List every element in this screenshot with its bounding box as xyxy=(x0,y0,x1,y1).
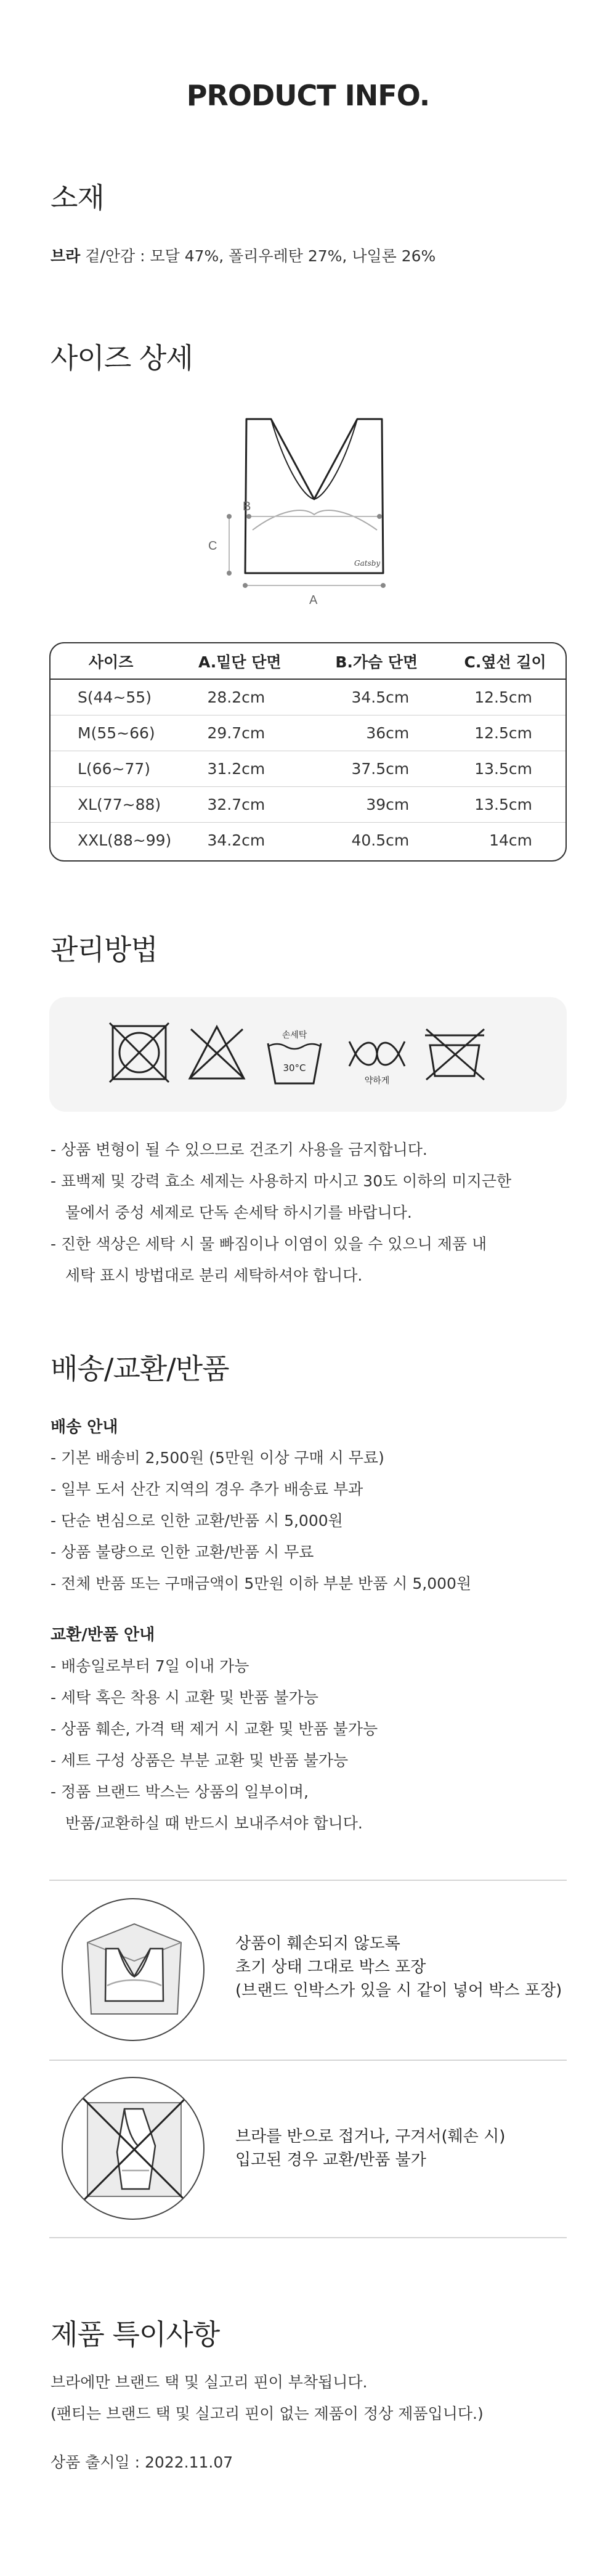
bra-outline xyxy=(245,419,383,573)
list-item: - 단순 변심으로 인한 교환/반품 시 5,000원 xyxy=(51,1512,343,1530)
list-item: - 전체 반품 또는 구매금액이 5만원 이하 부분 반품 시 5,000원 xyxy=(51,1575,472,1592)
delivery-list xyxy=(51,1442,471,1599)
list-item: - 정품 브랜드 박스는 상품의 일부이며, xyxy=(51,1783,309,1801)
packing-ok-line: (브랜드 인박스가 있을 시 같이 넣어 박스 포장) xyxy=(235,1981,562,2000)
release-date xyxy=(51,2447,233,2478)
page-title: PRODUCT INFO. xyxy=(186,79,430,112)
size-cell: 13.5cm xyxy=(445,786,565,822)
size-cell: XXL(88~99) xyxy=(78,831,172,849)
table-row xyxy=(51,786,565,822)
list-item: 반품/교환하실 때 반드시 보내주셔야 합니다. xyxy=(65,1814,363,1832)
care-note: - 표백제 및 강력 효소 세제는 사용하지 마시고 30도 이하의 미지근한 xyxy=(51,1172,512,1190)
table-row xyxy=(51,679,565,715)
care-note: - 상품 변형이 될 수 있으므로 건조기 사용을 금지합니다. xyxy=(51,1141,428,1159)
measure-b-label: B xyxy=(243,500,251,513)
care-note: 세탁 표시 방법대로 분리 세탁하셔야 합니다. xyxy=(65,1266,363,1284)
list-item: - 상품 불량으로 인한 교환/반품 시 무료 xyxy=(51,1543,314,1561)
list-item: - 배송일로부터 7일 이내 가능 xyxy=(51,1657,249,1675)
hand-wash-label: 손세탁 xyxy=(282,1030,307,1040)
size-table-header xyxy=(51,643,565,679)
material-value: 겉/안감 : 모달 47%, 폴리우레탄 27%, 나일론 26% xyxy=(85,247,436,265)
size-cell: S(44~55) xyxy=(51,679,171,715)
size-cell: XL(77~88) xyxy=(51,786,171,822)
table-row xyxy=(51,715,565,751)
size-cell: 28.2cm xyxy=(171,679,308,715)
list-item: - 기본 배송비 2,500원 (5만원 이상 구매 시 무료) xyxy=(51,1449,384,1467)
packing-ng-line: 브라를 반으로 접거나, 구겨서(훼손 시) xyxy=(235,2127,506,2146)
size-cell: 13.5cm xyxy=(445,751,565,786)
material-title: 소재 xyxy=(51,181,104,214)
size-cell: 39cm xyxy=(308,786,445,822)
packing-ok-line: 상품이 훼손되지 않도록 xyxy=(235,1934,400,1953)
table-row xyxy=(51,822,565,858)
size-cell: 37.5cm xyxy=(308,751,445,786)
size-cell: 31.2cm xyxy=(171,751,308,786)
special-line: 브라에만 브랜드 택 및 실고리 핀이 부착됩니다. xyxy=(51,2373,368,2391)
size-detail-title: 사이즈 상세 xyxy=(51,341,193,375)
size-header-c: C.옆선 길이 xyxy=(445,643,565,679)
packing-ok-image xyxy=(62,1898,205,2041)
list-item: - 일부 도서 산간 지역의 경우 추가 배송료 부과 xyxy=(51,1480,363,1498)
packing-ng-line: 입고된 경우 교환/반품 불가 xyxy=(235,2151,426,2169)
hand-wash-temp: 30°C xyxy=(283,1062,306,1074)
list-item: - 상품 훼손, 가격 택 제거 시 교환 및 반품 불가능 xyxy=(51,1720,378,1738)
size-table xyxy=(49,642,567,862)
delivery-title: 배송 안내 xyxy=(51,1418,118,1437)
packing-ng-image xyxy=(62,2077,205,2220)
list-item: - 세트 구성 상품은 부분 교환 및 반품 불가능 xyxy=(51,1751,349,1769)
size-cell: 12.5cm xyxy=(445,715,565,751)
care-symbols-box xyxy=(49,997,567,1112)
size-cell: M(55~66) xyxy=(51,715,171,751)
packing-ok-line: 초기 상태 그대로 박스 포장 xyxy=(235,1958,426,1976)
special-title: 제품 특이사항 xyxy=(51,2318,220,2351)
size-cell: L(66~77) xyxy=(51,751,171,786)
size-cell: 36cm xyxy=(308,715,445,751)
size-header-a: A.밑단 단면 xyxy=(171,643,308,679)
measure-a-label: A xyxy=(309,593,318,607)
special-line: (팬티는 브랜드 택 및 실고리 핀이 없는 제품이 정상 제품입니다.) xyxy=(51,2405,484,2423)
size-cell: 34.2cm xyxy=(207,831,265,849)
material-line xyxy=(51,240,436,272)
care-note: - 진한 색상은 세탁 시 물 빠짐이나 이염이 있을 수 있으니 제품 내 xyxy=(51,1235,487,1253)
size-cell: 12.5cm xyxy=(445,679,565,715)
size-header-b: B.가슴 단면 xyxy=(308,643,445,679)
hand-wash-icon xyxy=(268,1030,321,1083)
packing-ok-text xyxy=(235,1932,562,2002)
bra-size-diagram xyxy=(203,407,425,610)
material-label: 브라 xyxy=(51,247,81,265)
table-row xyxy=(51,751,565,786)
list-item: - 세탁 혹은 착용 시 교환 및 반품 불가능 xyxy=(51,1689,318,1706)
no-dry-clean-icon xyxy=(425,1029,484,1080)
divider xyxy=(49,2237,567,2238)
packing-ng-text xyxy=(235,2125,505,2172)
care-note: 물에서 중성 세제로 단독 손세탁 하시기를 바랍니다. xyxy=(65,1204,412,1221)
no-bleach-icon xyxy=(190,1027,244,1078)
special-lines xyxy=(51,2366,484,2429)
care-title: 관리방법 xyxy=(51,933,158,966)
wring-gently-icon xyxy=(349,1041,405,1086)
size-cell: 29.7cm xyxy=(171,715,308,751)
size-cell: 34.5cm xyxy=(308,679,445,715)
care-notes xyxy=(51,1134,511,1291)
size-cell: 14cm xyxy=(489,831,532,849)
size-header-size: 사이즈 xyxy=(51,643,171,679)
measure-c-label: C xyxy=(208,539,217,553)
return-title: 교환/반품 안내 xyxy=(51,1626,155,1644)
return-list xyxy=(51,1650,378,1839)
divider xyxy=(49,2060,567,2061)
shipping-title: 배송/교환/반품 xyxy=(51,1352,229,1385)
brand-logo: Gatsby xyxy=(354,559,381,568)
size-cell: 40.5cm xyxy=(351,831,410,849)
size-cell: 32.7cm xyxy=(171,786,308,822)
release-date-text: 상품 출시일 : 2022.11.07 xyxy=(51,2453,233,2471)
no-tumble-dry-icon xyxy=(110,1023,169,1082)
divider xyxy=(49,1880,567,1881)
wring-label: 약하게 xyxy=(364,1076,390,1086)
